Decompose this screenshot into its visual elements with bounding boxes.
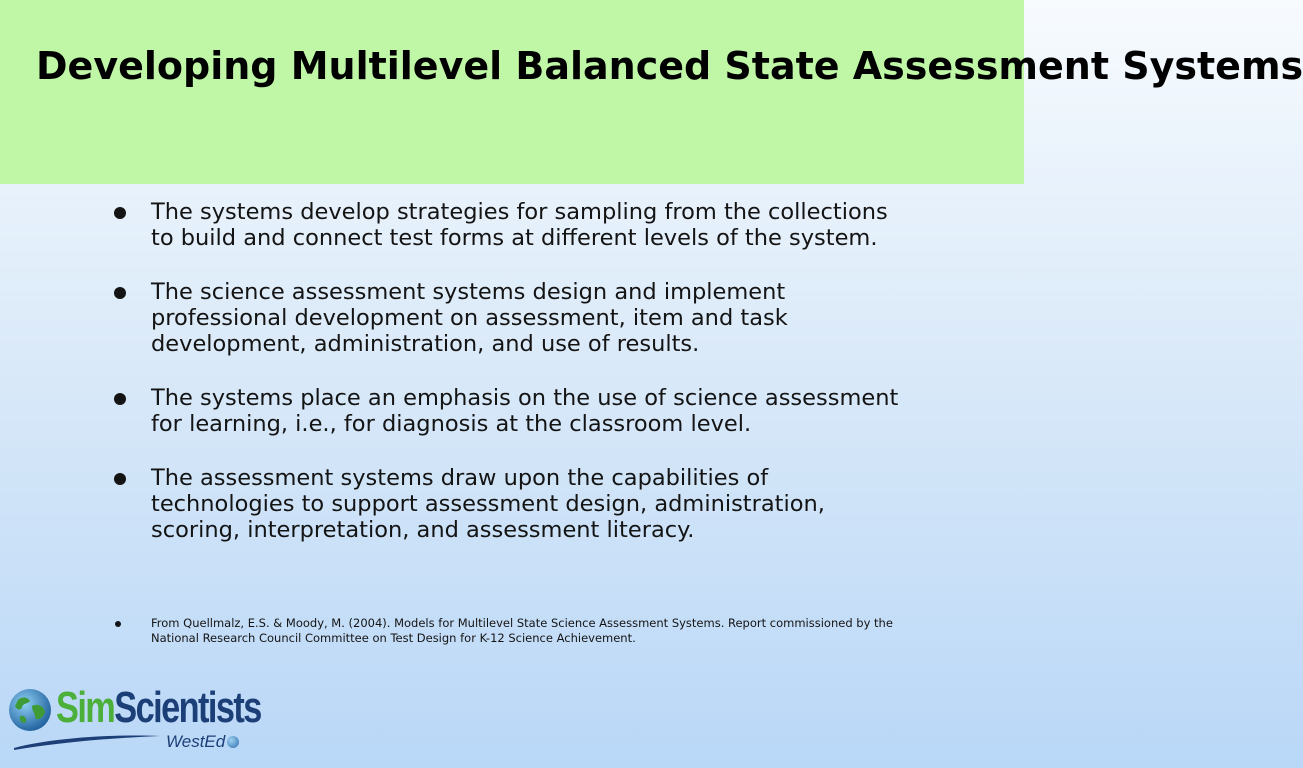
simscientists-logo <box>8 682 273 758</box>
bullet-text: The systems develop strategies for sampling from the collections to build and connect test forms at different levels of the system. <box>151 199 888 251</box>
citation-text: From Quellmalz, E.S. & Moody, M. (2004). Models for Multilevel State Science Assessment Systems. Report commissioned by the National Research Council Committee on Test Design for K-12 Science Achievement. <box>151 616 893 645</box>
bullet-dot-icon <box>114 287 126 299</box>
bullet-item <box>114 385 904 437</box>
bullet-item <box>114 465 904 543</box>
bullet-text: The assessment systems draw upon the capabilities of technologies to support assessment design, administration, scoring, interpretation, and assessment literacy. <box>151 465 825 543</box>
mini-globe-icon <box>227 736 239 748</box>
bullet-item <box>114 279 904 357</box>
bullet-dot-icon <box>114 393 126 405</box>
globe-icon <box>8 688 52 732</box>
bullet-dot-icon <box>114 473 126 485</box>
logo-wordmark: SimScientists <box>56 683 261 732</box>
slide-title: Developing Multilevel Balanced State Assessment Systems <box>36 44 1303 88</box>
bullet-dot-icon <box>115 621 121 627</box>
citation-footnote <box>114 616 904 646</box>
swoosh-icon <box>12 730 162 752</box>
bullet-dot-icon <box>114 207 126 219</box>
bullet-text: The systems place an emphasis on the use of science assessment for learning, i.e., for diagnosis at the classroom level. <box>151 385 899 437</box>
bullet-text: The science assessment systems design and implement professional development on assessment, item and task development, administration, and use of results. <box>151 279 788 357</box>
bullet-item <box>114 199 904 251</box>
logo-subtitle: WestEd <box>166 732 239 752</box>
